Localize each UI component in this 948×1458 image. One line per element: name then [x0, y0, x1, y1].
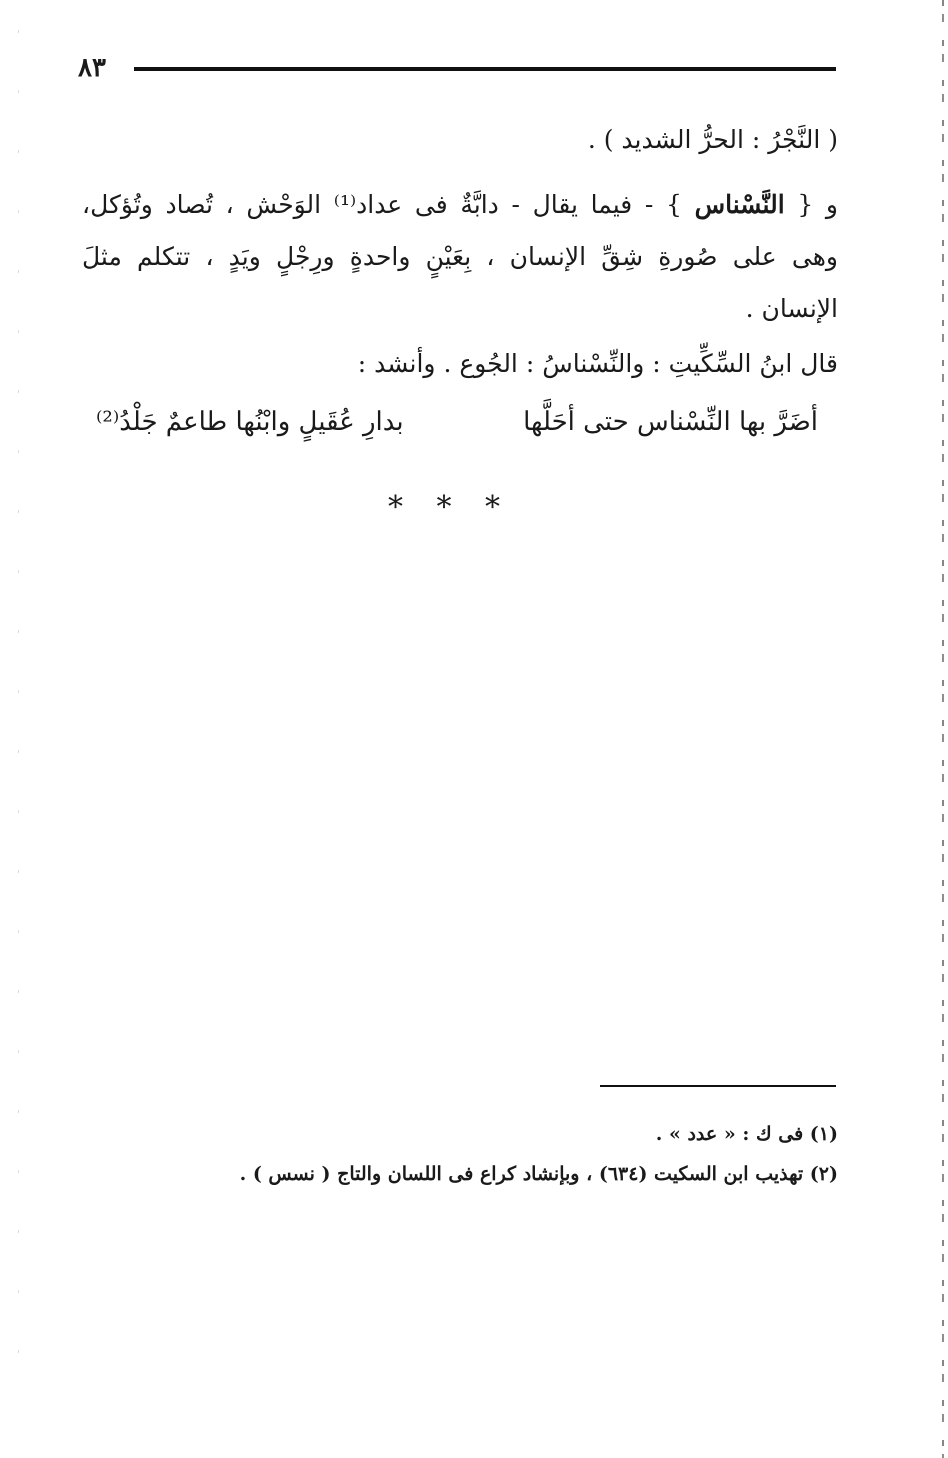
entry-definition: } - فيما يقال - دابَّةٌ فى عداد⁽¹⁾ الوَحْش ، تُصاد وتُؤكل، [82, 190, 695, 219]
body-line-3: وهى على صُورةِ شِقِّ الإنسان ، بِعَيْنٍ واحدةٍ ورِجْلٍ ويَدٍ ، تتكلم مثلَ [82, 242, 838, 271]
verse-second-hemistich: بدارِ عُقَيلٍ وابْنُها طاعمٌ جَلْدُ⁽²⁾ [96, 407, 404, 437]
header-rule [134, 67, 836, 71]
body-line-2 [82, 185, 838, 225]
footnote-1: (١) فى ك : « عدد » . [655, 1123, 838, 1145]
entry-headword: النَّسْناس [694, 190, 785, 219]
body-line-4: الإنسان . [745, 294, 838, 323]
verse-first-hemistich: أضَرَّ بها النِّسْناس حتى أحَلَّها [523, 407, 818, 437]
page-number: ٨٣ [78, 53, 106, 83]
body-line-1: ( النَّجْرُ : الحرُّ الشديد ) . [587, 125, 838, 154]
footnote-2: (٢) تهذيب ابن السكيت (٦٣٤) ، وبإنشاد كراع فى اللسان والتاج ( نسس ) . [239, 1163, 838, 1185]
scan-edge-right [942, 0, 944, 1458]
scan-edge-left [18, 30, 19, 1410]
section-separator: * * * [387, 490, 513, 525]
entry-open-bracket: و { [784, 190, 838, 219]
footnote-rule [600, 1085, 836, 1087]
body-line-5: قال ابنُ السِّكِّيتِ : والنِّسْناسُ : الجُوع . وأنشد : [357, 349, 838, 378]
